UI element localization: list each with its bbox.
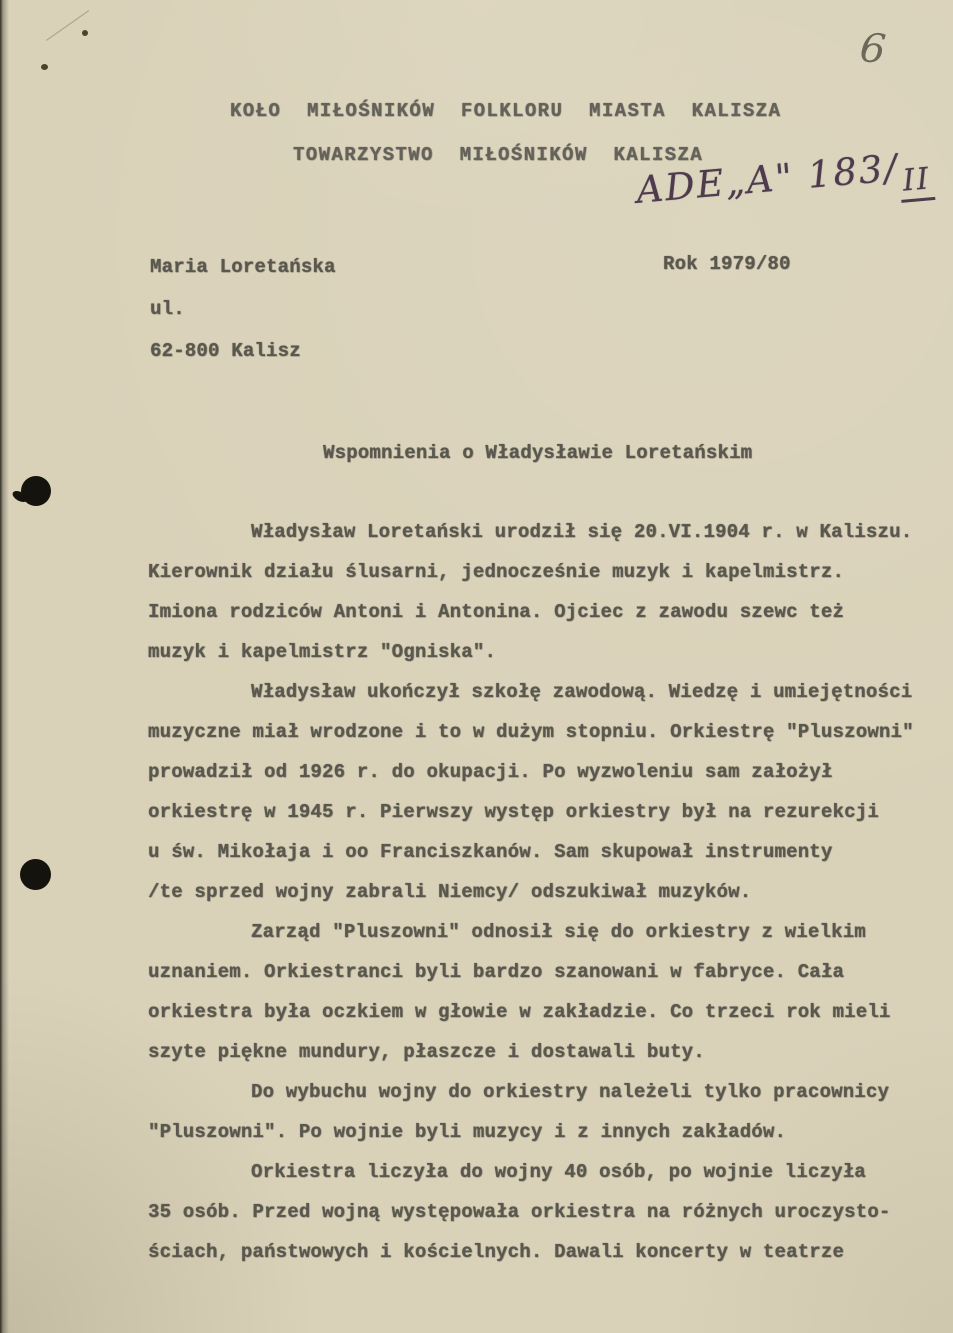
archive-signature-suffix: II (898, 161, 935, 203)
body-line: /te sprzed wojny zabrali Niemcy/ odszukiwał muzyków. (148, 881, 752, 903)
archive-signature-prefix: ADE„A" 183/ (634, 146, 901, 212)
body-line: Kierownik działu ślusarni, jednocześnie muzyk i kapelmistrz. (148, 561, 845, 583)
body-line: "Pluszowni". Po wojnie byli muzycy i z innych zakładów. (148, 1121, 787, 1143)
hole-punch-bottom (20, 859, 51, 890)
paper-scratch (46, 10, 89, 41)
body-line: Orkiestra liczyła do wojny 40 osób, po wojnie liczyła (251, 1161, 866, 1183)
hole-punch-top (21, 476, 51, 506)
org-name-line2: TOWARZYSTWO MIŁOŚNIKÓW KALISZA (293, 144, 704, 166)
body-line: Zarząd "Pluszowni" odnosił się do orkiestry z wielkim (251, 921, 866, 943)
body-line: u św. Mikołaja i oo Franciszkanów. Sam skupował instrumenty (148, 841, 833, 863)
body-line: orkiestra była oczkiem w głowie w zakładzie. Co trzeci rok mieli (148, 1001, 891, 1023)
handwritten-page-number: 6 (857, 24, 888, 74)
body-line: Władysław ukończył szkołę zawodową. Wiedzę i umiejętności (251, 681, 913, 703)
body-line: prowadził od 1926 r. do okupacji. Po wyzwoleniu sam założył (148, 761, 833, 783)
body-text (148, 512, 948, 1272)
address-city: 62-800 Kalisz (150, 340, 301, 362)
year-label: Rok 1979/80 (663, 253, 791, 275)
body-line: orkiestrę w 1945 r. Pierwszy występ orkiestry był na rezurekcji (148, 801, 879, 823)
body-line: Imiona rodziców Antoni i Antonina. Ojciec z zawodu szewc też (148, 601, 845, 623)
body-line: Władysław Loretański urodził się 20.VI.1904 r. w Kaliszu. (251, 521, 913, 543)
author-name: Maria Loretańska (150, 256, 336, 278)
body-line: muzyczne miał wrodzone i to w dużym stopniu. Orkiestrę "Pluszowni" (148, 721, 914, 743)
body-line: szyte piękne mundury, płaszcze i dostawali buty. (148, 1041, 705, 1063)
paper-speck (41, 64, 48, 70)
document-title: Wspomnienia o Władysławie Loretańskim (323, 442, 753, 464)
body-line: uznaniem. Orkiestranci byli bardzo szanowani w fabryce. Cała (148, 961, 845, 983)
body-line: muzyk i kapelmistrz "Ogniska". (148, 641, 497, 663)
body-line: Do wybuchu wojny do orkiestry należeli tylko pracownicy (251, 1081, 890, 1103)
body-line: 35 osób. Przed wojną występowała orkiestra na różnych uroczysto- (148, 1201, 891, 1223)
paper-speck (82, 30, 88, 36)
org-name-line1: KOŁO MIŁOŚNIKÓW FOLKLORU MIASTA KALISZA (230, 100, 782, 122)
address-street: ul. (150, 298, 185, 320)
body-line: ściach, państwowych i kościelnych. Dawali koncerty w teatrze (148, 1241, 845, 1263)
